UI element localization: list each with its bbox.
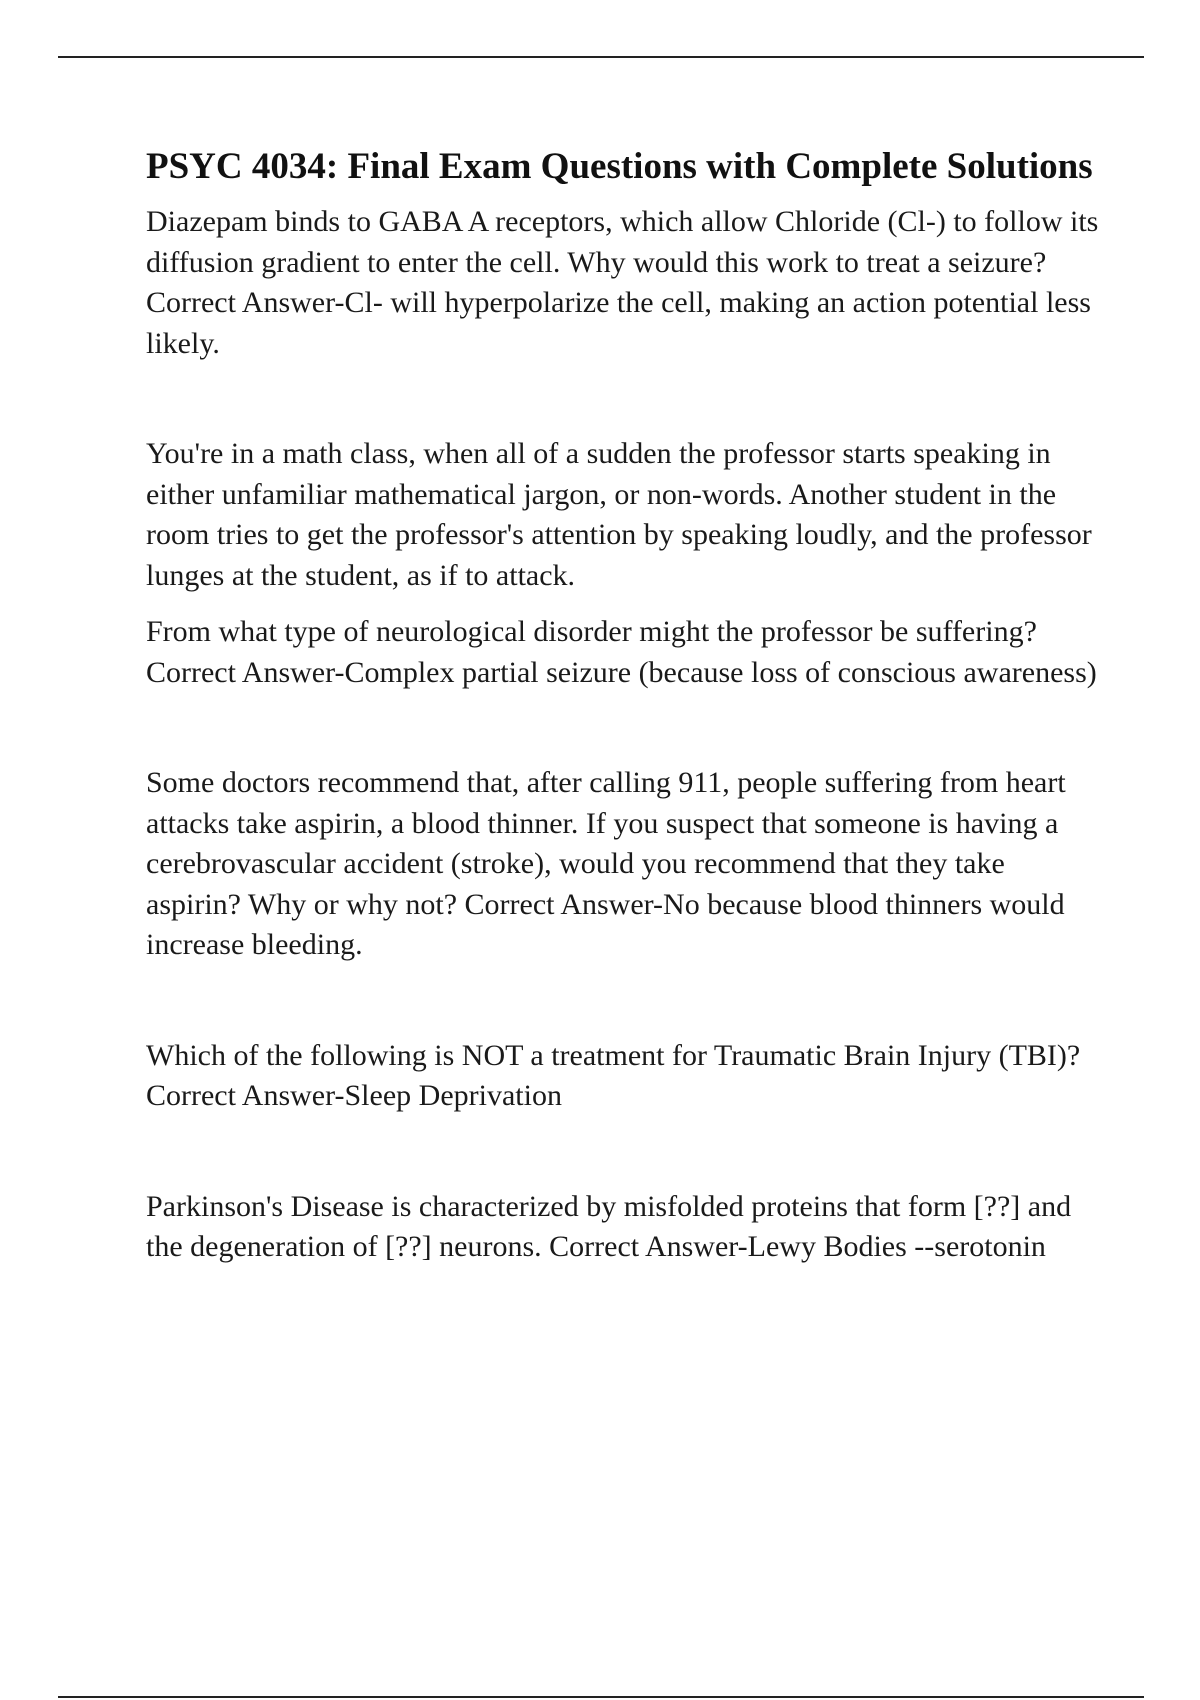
question-2-scenario: You're in a math class, when all of a sudden the professor starts speaking in either unfamiliar mathematical jargon, or non-words. Another student in the room tries to get the professor's attention by speaking loudly, and the professor lunges at the student, as if to attack. <box>146 437 1092 592</box>
spacer <box>146 966 1106 1036</box>
bottom-divider <box>58 1696 1144 1698</box>
top-divider <box>58 56 1144 58</box>
question-4-text: Which of the following is NOT a treatment for Traumatic Brain Injury (TBI)? Correct Answer-Sleep Deprivation <box>146 1038 1081 1112</box>
document-title: PSYC 4034: Final Exam Questions with Complete Solutions <box>146 146 1093 187</box>
spacer <box>146 1117 1106 1187</box>
question-2-text: From what type of neurological disorder might the professor be suffering? Correct Answer-Complex partial seizure (because loss of conscious awareness) <box>146 615 1097 689</box>
document-body <box>146 142 1106 1268</box>
question-1-text: Diazepam binds to GABA A receptors, which allow Chloride (Cl-) to follow its diffusion gradient to enter the cell. Why would this work to treat a seizure? Correct Answer-Cl- will hyperpolarize the cell, making an action potential less likely. <box>146 205 1099 360</box>
question-5-text: Parkinson's Disease is characterized by misfolded proteins that form [??] and the degeneration of [??] neurons. Correct Answer-Lewy Bodies --serotonin <box>146 1189 1072 1263</box>
spacer <box>146 693 1106 763</box>
spacer <box>146 364 1106 434</box>
question-3-text: Some doctors recommend that, after calling 911, people suffering from heart attacks take aspirin, a blood thinner. If you suspect that someone is having a cerebrovascular accident (stroke), would you recommend that they take aspirin? Why or why not? Correct Answer-No because blood thinners would increase bleeding. <box>146 766 1066 961</box>
spacer <box>146 596 1106 612</box>
